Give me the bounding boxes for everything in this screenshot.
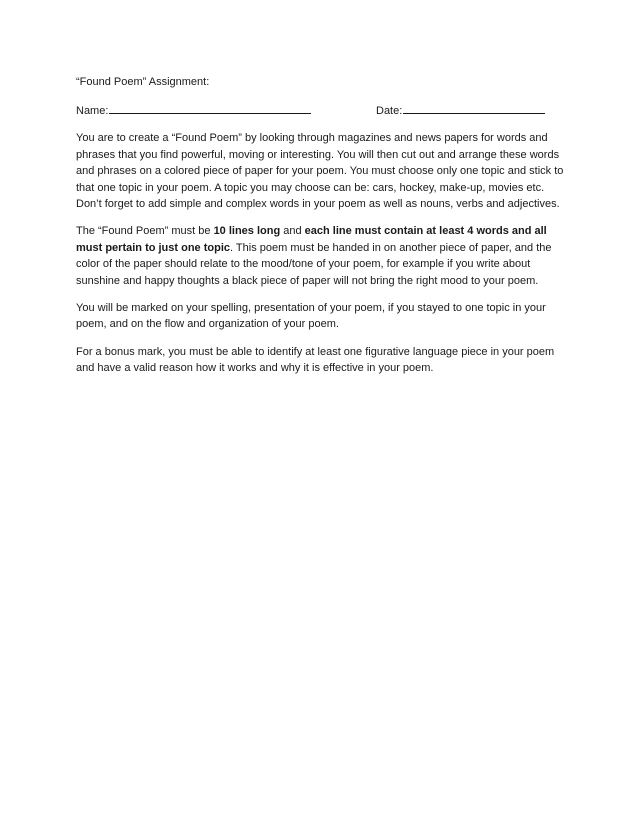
requirements-text-3: . This poem must be handed in on another piece of paper, and the color of the paper should relate to the mood/tone of your poem, for example if you write about sunshine and happy thoughts a black piece of paper will not bring the right mood to your poem. xyxy=(76,241,552,287)
requirements-paragraph xyxy=(76,223,566,289)
requirements-bold-lines: 10 lines long xyxy=(213,225,281,238)
bonus-paragraph: For a bonus mark, you must be able to identify at least one figurative language piece in your poem and have a valid reason how it works and why it is effective in your poem. xyxy=(76,345,555,375)
document-body xyxy=(76,74,566,388)
name-blank-line xyxy=(109,102,311,114)
date-field xyxy=(376,102,545,119)
name-label: Name: xyxy=(76,105,109,118)
requirements-text-2: and xyxy=(280,225,305,238)
requirements-text-1: The “Found Poem” must be xyxy=(76,225,214,238)
requirements-bold-words: each line must contain at least 4 words and all must pertain to just one topic xyxy=(76,225,547,254)
assignment-title: “Found Poem” Assignment: xyxy=(76,76,210,88)
name-field xyxy=(76,102,311,119)
instructions-paragraph: You are to create a “Found Poem” by looking through magazines and news papers for words and phrases that you find powerful, moving or interesting. You will then cut out and arrange these words and phrases on a colored piece of paper for your poem. You must choose only one topic and stick to that one topic in your poem. A topic you may choose can be: cars, hockey, make-up, movies etc. Don’t forget to add simple and complex words in your poem as well as nouns, verbs and adjectives. xyxy=(76,132,564,211)
date-blank-line xyxy=(403,102,545,114)
marking-paragraph: You will be marked on your spelling, presentation of your poem, if you stayed to one topic in your poem, and on the flow and organization of your poem. xyxy=(76,302,546,331)
name-date-fields xyxy=(76,102,566,118)
date-label: Date: xyxy=(376,105,403,118)
